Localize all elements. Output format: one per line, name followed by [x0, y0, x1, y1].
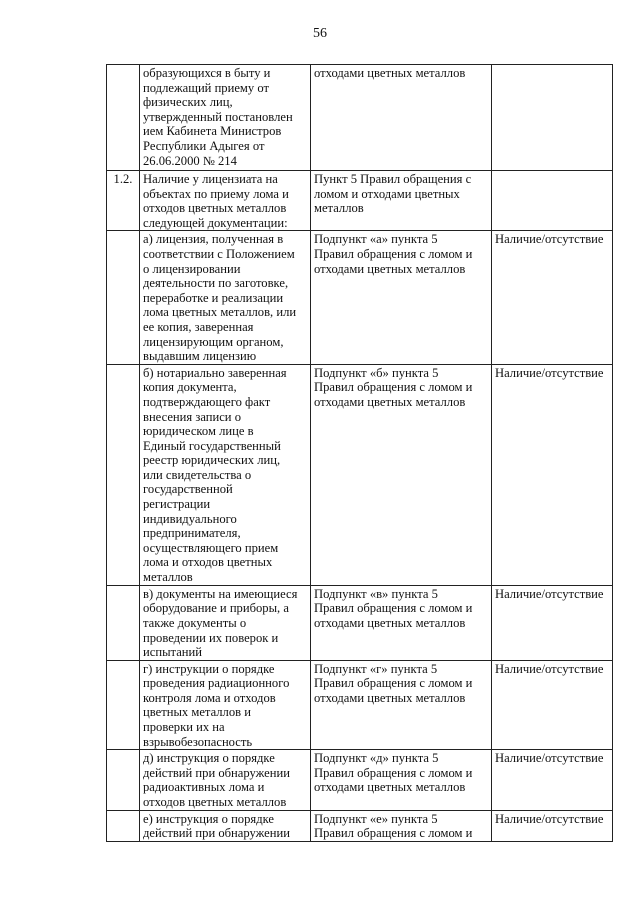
requirement-cell: д) инструкция о порядке действий при обнаружении радиоактивных лома и отходов цветных металлов	[140, 750, 311, 810]
answer-cell: Наличие/отсутствие	[492, 810, 613, 841]
answer-cell: Наличие/отсутствие	[492, 660, 613, 750]
reference-cell: Подпункт «а» пункта 5 Правил обращения с ломом и отходами цветных металлов	[311, 231, 492, 364]
row-number	[107, 231, 140, 364]
requirement-cell: г) инструкции о порядке проведения радиационного контроля лома и отходов цветных металлов и проверки их на взрывобезопасность	[140, 660, 311, 750]
table-row	[107, 750, 613, 810]
table-row	[107, 585, 613, 660]
requirement-cell: Наличие у лицензиата на объектах по приему лома и отходов цветных металлов следующей документации:	[140, 171, 311, 231]
reference-cell: Подпункт «г» пункта 5 Правил обращения с ломом и отходами цветных металлов	[311, 660, 492, 750]
row-number	[107, 750, 140, 810]
requirement-cell: б) нотариально заверенная копия документа, подтверждающего факт внесения записи о юридическом лице в Единый государственный реестр юридических лиц, или свидетельства о государственной регистрации индивидуального предпринимателя, осуществляющего прием лома и отходов цветных металлов	[140, 364, 311, 585]
reference-cell: Пункт 5 Правил обращения с ломом и отходами цветных металлов	[311, 171, 492, 231]
answer-cell: Наличие/отсутствие	[492, 750, 613, 810]
answer-cell: Наличие/отсутствие	[492, 585, 613, 660]
table-row	[107, 171, 613, 231]
table-row	[107, 65, 613, 171]
row-number	[107, 585, 140, 660]
reference-cell: Подпункт «е» пункта 5 Правил обращения с ломом и	[311, 810, 492, 841]
page-number: 56	[313, 26, 327, 41]
requirement-cell: а) лицензия, полученная в соответствии с Положением о лицензировании деятельности по заготовке, переработке и реализации лома цветных металлов, или ее копия, заверенная лицензирующим органом, выдавшим лицензию	[140, 231, 311, 364]
table-row	[107, 364, 613, 585]
answer-cell: Наличие/отсутствие	[492, 364, 613, 585]
row-number: 1.2.	[107, 171, 140, 231]
reference-cell: отходами цветных металлов	[311, 65, 492, 171]
row-number	[107, 364, 140, 585]
row-number	[107, 65, 140, 171]
table-row	[107, 660, 613, 750]
requirement-cell: е) инструкция о порядке действий при обнаружении	[140, 810, 311, 841]
requirement-cell: в) документы на имеющиеся оборудование и приборы, а также документы о проведении их поверок и испытаний	[140, 585, 311, 660]
answer-cell	[492, 65, 613, 171]
row-number	[107, 660, 140, 750]
reference-cell: Подпункт «д» пункта 5 Правил обращения с ломом и отходами цветных металлов	[311, 750, 492, 810]
answer-cell: Наличие/отсутствие	[492, 231, 613, 364]
row-number	[107, 810, 140, 841]
table-row	[107, 810, 613, 841]
reference-cell: Подпункт «в» пункта 5 Правил обращения с ломом и отходами цветных металлов	[311, 585, 492, 660]
answer-cell	[492, 171, 613, 231]
reference-cell: Подпункт «б» пункта 5 Правил обращения с ломом и отходами цветных металлов	[311, 364, 492, 585]
table-row	[107, 231, 613, 364]
requirements-table	[106, 64, 613, 842]
requirement-cell: образующихся в быту и подлежащий приему от физических лиц, утвержденный постановлен ием Кабинета Министров Республики Адыгея от 26.06.2000 № 214	[140, 65, 311, 171]
